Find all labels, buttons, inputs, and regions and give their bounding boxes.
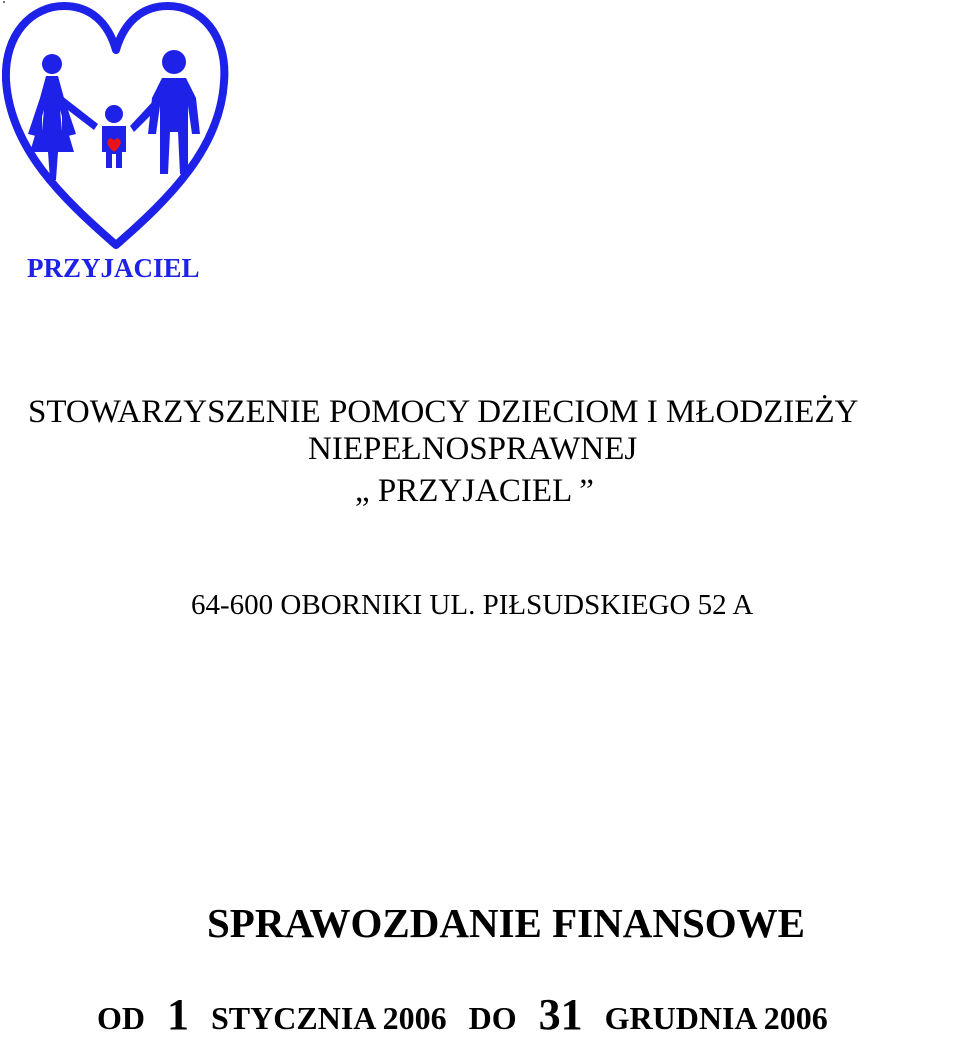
logo-caption: PRZYJACIEL [27, 253, 200, 283]
period-to-month-year: GRUDNIA 2006 [604, 1000, 828, 1036]
organization-name-line-2: NIEPEŁNOSPRAWNEJ [308, 431, 638, 467]
period-to-label: DO [468, 1000, 517, 1036]
reporting-period [97, 990, 842, 1043]
organization-name-line-3: „ PRZYJACIEL ” [355, 473, 594, 509]
period-from-label: OD [97, 1000, 145, 1036]
organization-name-line-1: STOWARZYSZENIE POMOCY DZIECIOM I MŁODZIEŻY [28, 394, 859, 430]
report-title: SPRAWOZDANIE FINANSOWE [207, 900, 806, 946]
period-from-day: 1 [167, 990, 189, 1039]
period-to-day: 31 [538, 990, 583, 1039]
period-from-month-year: STYCZNIA 2006 [211, 1000, 447, 1036]
family-heart-logo-icon [2, 2, 230, 252]
organization-address: 64-600 OBORNIKI UL. PIŁSUDSKIEGO 52 A [191, 589, 754, 621]
